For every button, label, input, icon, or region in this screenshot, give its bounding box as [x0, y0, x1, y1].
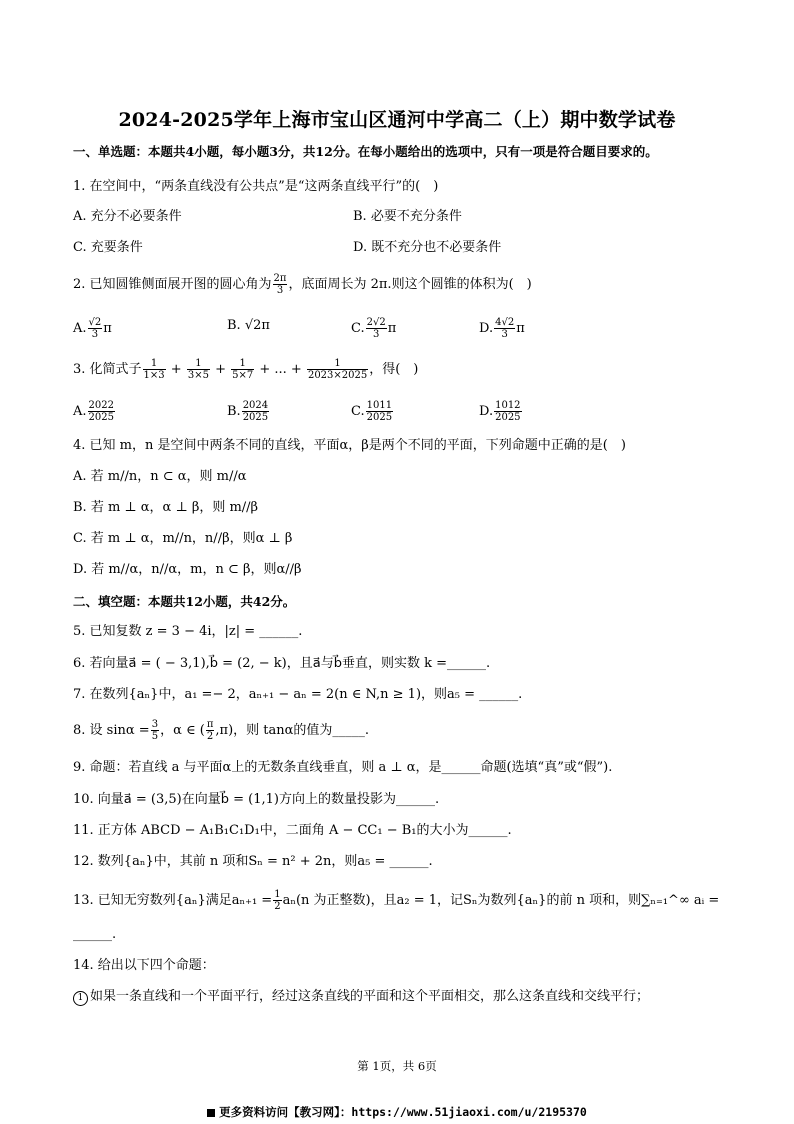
question-13-blank: ______. [73, 927, 117, 942]
resource-link-bar[interactable]: 更多资料访问【教习网】：https://www.51jiaoxi.com/u/2195370 [0, 1104, 794, 1120]
q2-option-b: B. √2π [227, 318, 270, 333]
question-6: 6. 若向量a⃗ = ( − 3,1),b⃗ = (2, − k)，且a⃗与b⃗垂直，则实数 k =______. [73, 656, 491, 671]
question-3: 3. 化简式子 $\frac{1}{1\times 3}$ + $\frac{1}{3\times 5}$ + $\frac{1}{5\times 7}$ + ... + $\frac{1}{2023\times 2025}$ ，得( ) [73, 358, 419, 381]
q1-option-a: A. 充分不必要条件 [73, 209, 182, 224]
question-11: 11. 正方体 ABCD − A₁B₁C₁D₁中，二面角 A − CC₁ − B₁的大小为______. [73, 823, 512, 838]
q2-option-d: D. $\frac{4√2}{3}$ π [479, 317, 525, 340]
q1-option-d: D. 既不充分也不必要条件 [353, 240, 502, 255]
question-8: 8. 设 sinα = $\frac{3}{5}$ ，α ∈ ( $\frac{\pi}{2}$ ,π)，则 tanα的值为_____. [73, 719, 370, 742]
question-2: 2. 已知圆锥侧面展开图的圆心角为 $\frac{2\pi}{3}$ ，底面周长为 2π.则这个圆锥的体积为( ) [73, 273, 532, 296]
q3-option-c: C. $\frac{1011}{2025}$ [351, 400, 393, 423]
q4-option-a: A. 若 m//n，n ⊂ α，则 m//α [73, 469, 247, 484]
question-5: 5. 已知复数 z = 3 − 4i，|z| = ______. [73, 624, 303, 639]
q1-option-c: C. 充要条件 [73, 240, 143, 255]
question-1: 1. 在空间中，“两条直线没有公共点”是“这两条直线平行”的( ) [73, 179, 439, 194]
page-footer: 第 1页，共 6页 [357, 1059, 437, 1073]
q3-option-b: B. $\frac{2024}{2025}$ [227, 400, 269, 423]
q3-option-d: D. $\frac{1012}{2025}$ [479, 400, 521, 423]
q2-angle-fraction: $\frac{2\pi}{3}$ [273, 273, 287, 296]
question-4: 4. 已知 m，n 是空间中两条不同的直线，平面α，β是两个不同的平面，下列命题中正确的是( ) [73, 438, 626, 453]
circled-number-icon: 1 [73, 991, 88, 1006]
section-1-heading: 一、单选题：本题共4小题，每小题3分，共12分。在每小题给出的选项中，只有一项是符合题目要求的。 [73, 144, 658, 159]
section-2-heading: 二、填空题：本题共12小题，共42分。 [73, 594, 296, 609]
question-13: 13. 已知无穷数列{aₙ}满足aₙ₊₁ = $\frac{1}{2}$ aₙ(n 为正整数)，且a₂ = 1，记Sₙ为数列{aₙ}的前 n 项和，则∑ₙ₌₁^∞ aᵢ = [73, 889, 720, 912]
q4-option-b: B. 若 m ⊥ α，α ⊥ β，则 m//β [73, 500, 259, 515]
q4-option-c: C. 若 m ⊥ α，m//n，n//β，则α ⊥ β [73, 531, 293, 546]
page-title: 2024-2025学年上海市宝山区通河中学高二（上）期中数学试卷 [118, 109, 676, 131]
q2-option-a: A. $\frac{√2}{3}$ π [73, 317, 112, 340]
flag-icon [207, 1109, 215, 1117]
q3-option-a: A. $\frac{2022}{2025}$ [73, 400, 114, 423]
q4-option-d: D. 若 m//α，n//α，m，n ⊂ β，则α//β [73, 562, 302, 577]
q1-option-b: B. 必要不充分条件 [353, 209, 462, 224]
question-9: 9. 命题：若直线 a 与平面α上的无数条直线垂直，则 a ⊥ α，是______命题(选填“真”或“假”). [73, 760, 613, 775]
question-14: 14. 给出以下四个命题： [73, 958, 215, 973]
question-12: 12. 数列{aₙ}中，其前 n 项和Sₙ = n² + 2n，则a₅ = ______. [73, 854, 433, 869]
question-10: 10. 向量a⃗ = (3,5)在向量b⃗ = (1,1)方向上的数量投影为______. [73, 792, 440, 807]
question-7: 7. 在数列{aₙ}中，a₁ =− 2，aₙ₊₁ − aₙ = 2(n ∈ N,n ≥ 1)，则a₅ = ______. [73, 687, 523, 702]
q2-option-c: C. $\frac{2√2}{3}$ π [351, 317, 397, 340]
q14-statement-1: 1 如果一条直线和一个平面平行，经过这条直线的平面和这个平面相交，那么这条直线和交线平行； [73, 988, 649, 1006]
